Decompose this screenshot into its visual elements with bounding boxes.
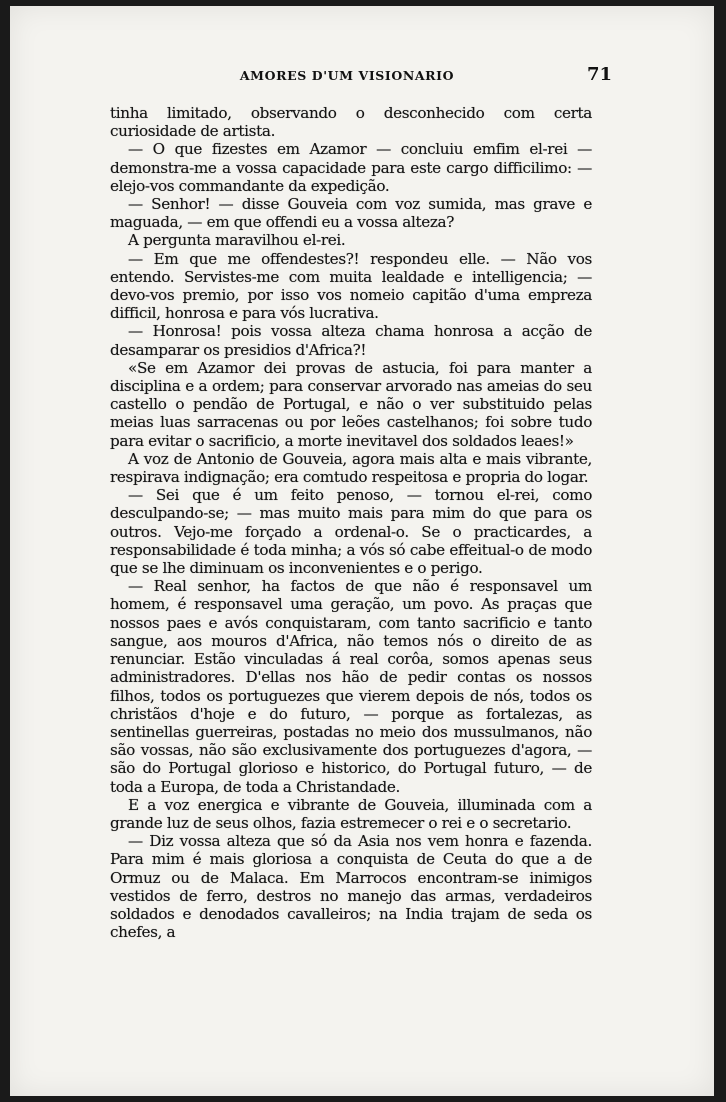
book-page <box>10 6 714 1096</box>
paragraph: A voz de Antonio de Gouveia, agora mais alta e mais vibrante, respirava indignação; era comtudo respeitosa e propria do logar. <box>110 449 592 487</box>
paragraph: — Senhor! — disse Gouveia com voz sumida, mas grave e maguada, — em que offendi eu a vossa alteza? <box>110 195 592 232</box>
paragraph: A pergunta maravilhou el-rei. <box>128 231 346 250</box>
paragraph: — O que fizestes em Azamor — concluiu emfim el-rei — demonstra-me a vossa capacidade para este cargo difficilimo: — elejo-vos commandante da expedição. <box>110 140 592 195</box>
paragraph: E a voz energica e vibrante de Gouveia, illuminada com a grande luz de seus olhos, fazia estremecer o rei e o secretario. <box>110 795 592 832</box>
page-number: 71 <box>586 64 612 85</box>
paragraph: — Diz vossa alteza que só da Asia nos vem honra e fazenda. Para mim é mais gloriosa a conquista de Ceuta do que a de Ormuz ou de Malaca. Em Marrocos encontram-se inimigos vestidos de ferro, destros no manejo das armas, verdadeiros soldados e denodados cavalleiros; na India trajam de seda os chefes, a <box>110 832 592 942</box>
paragraph: «Se em Azamor dei provas de astucia, foi para manter a disciplina e a ordem; para conservar arvorado nas ameias do seu castello o pendão de Portugal, e não o ver substituido pelas meias luas sarracenas ou por leões castelhanos; foi sobre tudo para evitar o sacrificio, a morte inevitavel dos soldados leaes!» <box>110 358 592 450</box>
paragraph: — Honrosa! pois vossa alteza chama honrosa a acção de desamparar os presidios d'Africa?! <box>110 322 592 359</box>
paragraph: — Real senhor, ha factos de que não é responsavel um homem, é responsavel uma geração, um povo. As praças que nossos paes e avós conquistaram, com tanto sacrificio e tanto sangue, aos mouros d'Africa, não temos nós o direito de as renunciar. Estão vinculadas á real corôa, somos apenas seus administradores. D'ellas nos hão de pedir contas os nossos filhos, todos os portuguezes que vierem depois de nós, todos os christãos d'hoje e do futuro, — porque as fortalezas, as sentinellas guerreiras, postadas no meio dos mussulmanos, não são vossas, não são exclusivamente dos portuguezes d'agora, — são do Portugal glorioso e historico, do Portugal futuro, — de toda a Europa, de toda a Christandade. <box>110 577 592 796</box>
paragraph: tinha limitado, observando o desconhecido com certa curiosidade de artista. <box>110 104 592 141</box>
paragraph: — Sei que é um feito penoso, — tornou el-rei, como desculpando-se; — mas muito mais para mim do que para os outros. Vejo-me forçado a ordenal-o. Se o practicardes, a responsabilidade é toda minha; a vós só cabe effeitual-o de modo que se lhe diminuam os inconvenientes e o perigo. <box>110 486 592 578</box>
running-title: AMORES D'UM VISIONARIO <box>239 68 455 83</box>
paragraph: — Em que me offendestes?! respondeu elle. — Não vos entendo. Servistes-me com muita lealdade e intelligencia; — devo-vos premio, por isso vos nomeio capitão d'uma empreza difficil, honrosa e para vós lucrativa. <box>110 249 592 323</box>
body-text <box>110 104 592 941</box>
page-header <box>110 64 612 94</box>
